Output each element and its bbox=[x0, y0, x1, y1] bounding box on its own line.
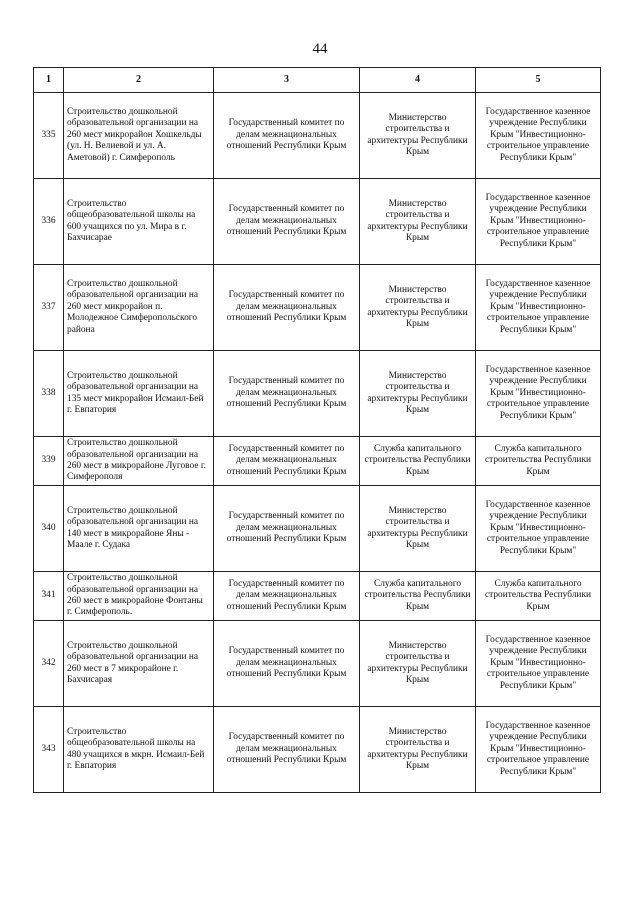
object-cell: Строительство дошкольной образовательной организации на 260 мест микрорайон Хошкельды (ул. Н. Велиевой и ул. А. Аметовой) г. Симферополь bbox=[64, 93, 214, 179]
column-header: 1 bbox=[34, 68, 64, 93]
object-cell: Строительство дошкольной образовательной организации на 260 мест в микрорайоне Фонтаны г. Симферополь. bbox=[64, 572, 214, 621]
developer-cell: Служба капитального строительства Республики Крым bbox=[360, 437, 476, 486]
row-number: 340 bbox=[34, 486, 64, 572]
column-header: 3 bbox=[214, 68, 360, 93]
executor-cell: Служба капитального строительства Республики Крым bbox=[476, 437, 601, 486]
developer-cell: Министерство строительства и архитектуры Республики Крым bbox=[360, 351, 476, 437]
customer-cell: Государственный комитет по делам межнациональных отношений Республики Крым bbox=[214, 351, 360, 437]
developer-cell: Министерство строительства и архитектуры Республики Крым bbox=[360, 621, 476, 707]
row-number: 337 bbox=[34, 265, 64, 351]
page-number: 44 bbox=[312, 41, 328, 57]
developer-cell: Министерство строительства и архитектуры Республики Крым bbox=[360, 93, 476, 179]
table-row bbox=[34, 486, 601, 572]
developer-cell: Министерство строительства и архитектуры Республики Крым bbox=[360, 265, 476, 351]
table-row bbox=[34, 437, 601, 486]
table-row bbox=[34, 265, 601, 351]
object-cell: Строительство дошкольной образовательной организации на 135 мест микрорайон Исмаил-Бей г. Евпатория bbox=[64, 351, 214, 437]
object-cell: Строительство общеобразовательной школы на 600 учащихся по ул. Мира в г. Бахчисарае bbox=[64, 179, 214, 265]
row-number: 338 bbox=[34, 351, 64, 437]
customer-cell: Государственный комитет по делам межнациональных отношений Республики Крым bbox=[214, 437, 360, 486]
row-number: 335 bbox=[34, 93, 64, 179]
table-row bbox=[34, 351, 601, 437]
customer-cell: Государственный комитет по делам межнациональных отношений Республики Крым bbox=[214, 179, 360, 265]
row-number: 336 bbox=[34, 179, 64, 265]
executor-cell: Государственное казенное учреждение Республики Крым "Инвестиционно-строительное управление Республики Крым" bbox=[476, 486, 601, 572]
customer-cell: Государственный комитет по делам межнациональных отношений Республики Крым bbox=[214, 572, 360, 621]
table-row bbox=[34, 572, 601, 621]
developer-cell: Министерство строительства и архитектуры Республики Крым bbox=[360, 486, 476, 572]
table-row bbox=[34, 93, 601, 179]
column-header: 2 bbox=[64, 68, 214, 93]
row-number: 339 bbox=[34, 437, 64, 486]
developer-cell: Министерство строительства и архитектуры Республики Крым bbox=[360, 707, 476, 793]
executor-cell: Государственное казенное учреждение Республики Крым "Инвестиционно-строительное управление Республики Крым" bbox=[476, 265, 601, 351]
customer-cell: Государственный комитет по делам межнациональных отношений Республики Крым bbox=[214, 265, 360, 351]
table-row bbox=[34, 707, 601, 793]
table-row bbox=[34, 621, 601, 707]
object-cell: Строительство дошкольной образовательной организации на 260 мест в 7 микрорайоне г. Бахчисарая bbox=[64, 621, 214, 707]
developer-cell: Служба капитального строительства Республики Крым bbox=[360, 572, 476, 621]
executor-cell: Государственное казенное учреждение Республики Крым "Инвестиционно-строительное управление Республики Крым" bbox=[476, 621, 601, 707]
column-header: 5 bbox=[476, 68, 601, 93]
registry-table bbox=[33, 67, 601, 793]
object-cell: Строительство дошкольной образовательной организации на 140 мест в микрорайоне Яны - Маале г. Судака bbox=[64, 486, 214, 572]
executor-cell: Служба капитального строительства Республики Крым bbox=[476, 572, 601, 621]
executor-cell: Государственное казенное учреждение Республики Крым "Инвестиционно-строительное управление Республики Крым" bbox=[476, 93, 601, 179]
table-header-row bbox=[34, 68, 601, 93]
executor-cell: Государственное казенное учреждение Республики Крым "Инвестиционно-строительное управление Республики Крым" bbox=[476, 351, 601, 437]
object-cell: Строительство дошкольной образовательной организации на 260 мест микрорайон п. Молодежное Симферопольского района bbox=[64, 265, 214, 351]
customer-cell: Государственный комитет по делам межнациональных отношений Республики Крым bbox=[214, 93, 360, 179]
customer-cell: Государственный комитет по делам межнациональных отношений Республики Крым bbox=[214, 621, 360, 707]
customer-cell: Государственный комитет по делам межнациональных отношений Республики Крым bbox=[214, 486, 360, 572]
object-cell: Строительство дошкольной образовательной организации на 260 мест в микрорайоне Луговое г. Симферополя bbox=[64, 437, 214, 486]
executor-cell: Государственное казенное учреждение Республики Крым "Инвестиционно-строительное управление Республики Крым" bbox=[476, 707, 601, 793]
customer-cell: Государственный комитет по делам межнациональных отношений Республики Крым bbox=[214, 707, 360, 793]
developer-cell: Министерство строительства и архитектуры Республики Крым bbox=[360, 179, 476, 265]
row-number: 342 bbox=[34, 621, 64, 707]
column-header: 4 bbox=[360, 68, 476, 93]
row-number: 341 bbox=[34, 572, 64, 621]
table-row bbox=[34, 179, 601, 265]
executor-cell: Государственное казенное учреждение Республики Крым "Инвестиционно-строительное управление Республики Крым" bbox=[476, 179, 601, 265]
row-number: 343 bbox=[34, 707, 64, 793]
object-cell: Строительство общеобразовательной школы на 480 учащихся в мкрн. Исмаил-Бей г. Евпатория bbox=[64, 707, 214, 793]
